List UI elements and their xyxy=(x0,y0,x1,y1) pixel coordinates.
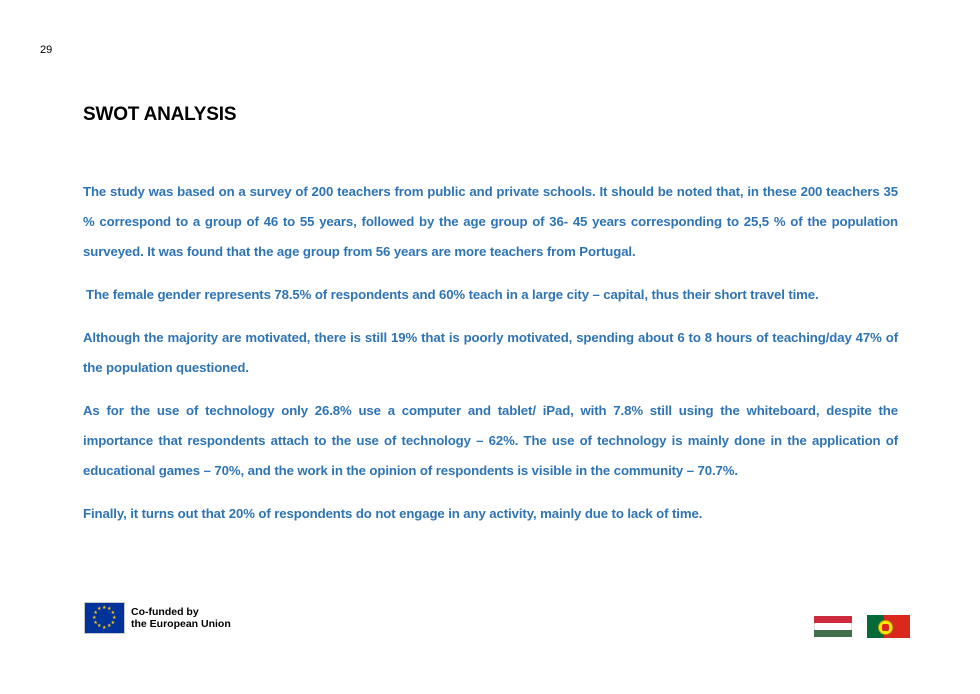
eu-text-line1: Co-funded by xyxy=(131,606,199,618)
eu-cofunded-text xyxy=(131,606,231,630)
body-text xyxy=(83,177,898,542)
paragraph-activity: Finally, it turns out that 20% of respondents do not engage in any activity, mainly due to lack of time. xyxy=(83,506,703,521)
hungary-flag-icon xyxy=(814,616,852,637)
paragraph-survey: The study was based on a survey of 200 teachers from public and private schools. It should be noted that, in these 200 teachers 35 % correspond to a group of 46 to 55 years, followed by the age group of 36- 45 years corresponding to 25,5 % of the population surveyed. It was found that the age group from 56 years are more teachers from Portugal. xyxy=(83,184,898,259)
paragraph-motivation: Although the majority are motivated, there is still 19% that is poorly motivated, spending about 6 to 8 hours of teaching/day 47% of the population questioned. xyxy=(83,330,898,375)
section-title: SWOT ANALYSIS xyxy=(83,104,237,125)
eu-cofunded-logo xyxy=(84,602,231,634)
eu-flag-icon xyxy=(84,602,125,634)
eu-star-icon: ★ xyxy=(102,604,107,611)
eu-star-icon: ★ xyxy=(93,609,98,616)
portugal-flag-icon xyxy=(867,615,910,638)
paragraph-gender: The female gender represents 78.5% of respondents and 60% teach in a large city – capital, thus their short travel time. xyxy=(86,287,819,302)
paragraph-technology: As for the use of technology only 26.8% use a computer and tablet/ iPad, with 7.8% still using the whiteboard, despite the importance that respondents attach to the use of technology – 62%. The use of technology is mainly done in the application of educational games – 70%, and the work in the opinion of respondents is visible in the community – 70.7%. xyxy=(83,403,898,478)
eu-star-icon: ★ xyxy=(93,619,98,626)
eu-star-icon: ★ xyxy=(110,609,116,616)
eu-text-line2: the European Union xyxy=(131,618,231,630)
eu-star-icon: ★ xyxy=(92,614,97,621)
eu-star-icon: ★ xyxy=(107,623,112,630)
eu-star-icon: ★ xyxy=(97,605,102,612)
eu-star-icon: ★ xyxy=(102,624,107,631)
eu-star-icon: ★ xyxy=(112,614,117,621)
eu-star-icon: ★ xyxy=(107,605,112,612)
eu-star-icon: ★ xyxy=(97,623,102,630)
page-number: 29 xyxy=(40,44,53,56)
eu-star-icon: ★ xyxy=(110,619,116,626)
